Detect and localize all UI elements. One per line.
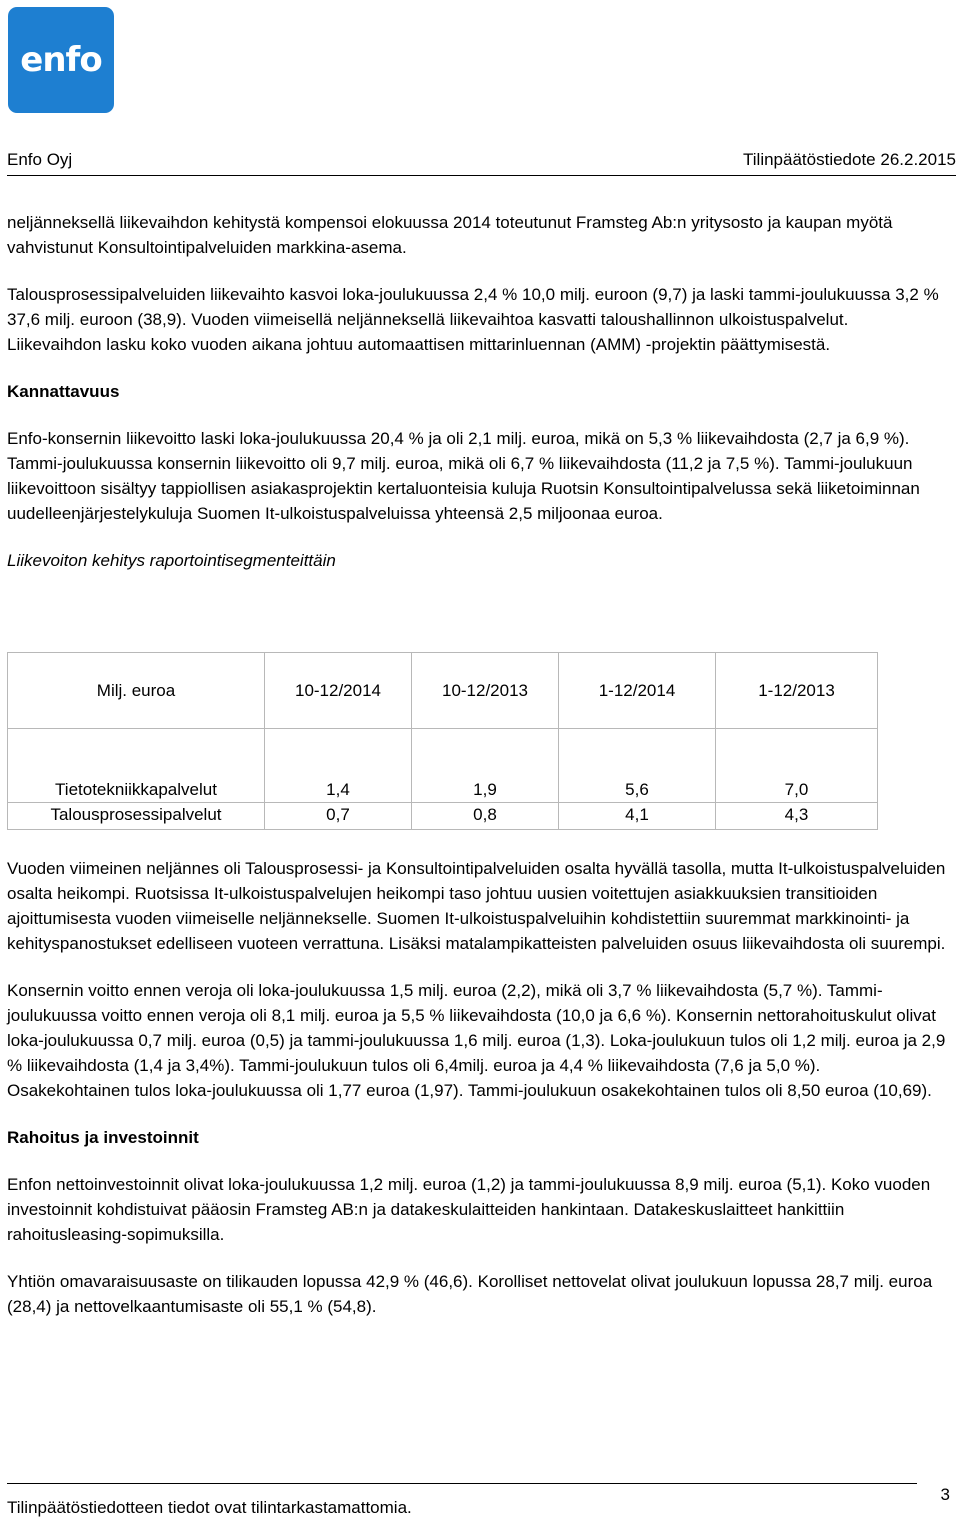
table-cell: 1,4 [265,729,412,803]
table-cell: 1,9 [412,729,559,803]
results-paragraph-1: Vuoden viimeinen neljännes oli Talousprosessi- ja Konsultointipalveluiden osalta hyvällä tasolla, mutta It-ulkoistuspalveluiden osalta heikompi. Ruotsissa It-ulkoistuspalvelujen heikompi taso johtuu uusien voitettujen asiakkuuksien transitioiden ajoittumisesta vuoden viimeiselle neljännekselle. Suomen It-ulkoistuspalveluihin kohdistettiin suuremmat markkinointi- ja kehityspanostukset edelliseen vuoteen verrattuna. Lisäksi matalampikatteisten palveluiden osuus liikevaihdosta oli suurempi. [7,859,946,953]
table-caption: Liikevoiton kehitys raportointisegmenteittäin [7,551,336,570]
footer-note: Tilinpäätöstiedotteen tiedot ovat tilintarkastamattomia. [7,1498,412,1517]
intro-paragraph-2: Talousprosessipalveluiden liikevaihto kasvoi loka-joulukuussa 2,4 % 10,0 milj. euroon (9,7) ja laski tammi-joulukuussa 3,2 % 37,6 milj. euroon (38,9). Vuoden viimeisellä neljänneksellä liikevaihtoa kasvatti taloushallinnon ulkoistuspalvelut. Liikevaihdon lasku koko vuoden aikana johtuu automaattisen mittarinluennan (AMM) -projektin päättymisestä. [7,285,939,354]
section-heading-kannattavuus: Kannattavuus [7,382,120,401]
table-header-cell: 1-12/2013 [716,653,878,729]
header-company: Enfo Oyj [7,150,73,169]
table-cell: 4,1 [559,803,716,830]
kannattavuus-paragraph: Enfo-konsernin liikevoitto laski loka-joulukuussa 20,4 % ja oli 2,1 milj. euroa, mikä on 5,3 % liikevaihdosta (2,7 ja 6,9 %). Tammi-joulukuussa konsernin liikevoitto oli 9,7 milj. euroa, mikä oli 6,7 % liikevaihdosta (11,2 ja 7,5 %). Tammi-joulukuun liikevoittoon sisältyy tappiollisen asiakasprojektin kertaluonteisia kuluja Ruotsin Konsultointipalvelussa sekä liiketoiminnan uudelleenjärjestelykuluja Suomen It-ulkoistuspalveluissa yhteensä 2,5 miljoonaa euroa. [7,429,920,523]
table-header-cell: 1-12/2014 [559,653,716,729]
table-cell: 4,3 [716,803,878,830]
intro-section [7,210,947,573]
enfo-logo [8,7,114,113]
header-divider [7,175,956,176]
table-header-cell: Milj. euroa [8,653,265,729]
segment-profit-table [7,652,878,830]
table-cell: 5,6 [559,729,716,803]
table-cell: 0,7 [265,803,412,830]
table-cell: 7,0 [716,729,878,803]
table-cell: Talousprosessipalvelut [8,803,265,830]
table-header-row [8,653,878,729]
header-document-title: Tilinpäätöstiedote 26.2.2015 [743,150,956,169]
table-header-cell: 10-12/2014 [265,653,412,729]
table-row [8,803,878,830]
table-row [8,729,878,803]
table-header-cell: 10-12/2013 [412,653,559,729]
logo-text: enfo [20,40,102,80]
rahoitus-paragraph-2: Yhtiön omavaraisuusaste on tilikauden lopussa 42,9 % (46,6). Korolliset nettovelat olivat joulukuun lopussa 28,7 milj. euroa (28,4) ja nettovelkaantumisaste oli 55,1 % (54,8). [7,1272,933,1316]
table-cell: Tietotekniikkapalvelut [8,729,265,803]
footer-divider [7,1483,917,1484]
table-cell: 0,8 [412,803,559,830]
results-section [7,856,947,1319]
rahoitus-paragraph-1: Enfon nettoinvestoinnit olivat loka-joulukuussa 1,2 milj. euroa (1,2) ja tammi-joulukuussa 8,9 milj. euroa (5,1). Koko vuoden investoinnit kohdistuivat pääosin Framsteg AB:n ja datakeskulaitteiden hankintaan. Datakeskuslaitteet hankittiin rahoitusleasing-sopimuksilla. [7,1175,931,1244]
results-paragraph-2: Konsernin voitto ennen veroja oli loka-joulukuussa 1,5 milj. euroa (2,2), mikä oli 3,7 % liikevaihdosta (5,7 %). Tammi-joulukuussa voitto ennen veroja oli 8,1 milj. euroa ja 5,5 % liikevaihdosta (10,0 ja 6,6 %). Konsernin nettorahoituskulut olivat loka-joulukuussa 0,7 milj. euroa (0,5) ja tammi-joulukuussa 1,6 milj. euroa (1,3). Loka-joulukuun tulos oli 1,2 milj. euroa ja 2,9 % liikevaihdosta (1,4 ja 3,4%). Tammi-joulukuun tulos oli 6,4milj. euroa ja 4,4 % liikevaihdosta (7,6 ja 5,0 %). Osakekohtainen tulos loka-joulukuussa oli 1,77 euroa (1,97). Tammi-joulukuun osakekohtainen tulos oli 8,50 euroa (10,69). [7,981,946,1100]
section-heading-rahoitus: Rahoitus ja investoinnit [7,1128,199,1147]
page-number: 3 [940,1485,950,1504]
intro-paragraph-1: neljänneksellä liikevaihdon kehitystä kompensoi elokuussa 2014 toteutunut Framsteg Ab:n yritysosto ja kaupan myötä vahvistunut Konsultointipalveluiden markkina-asema. [7,213,893,257]
